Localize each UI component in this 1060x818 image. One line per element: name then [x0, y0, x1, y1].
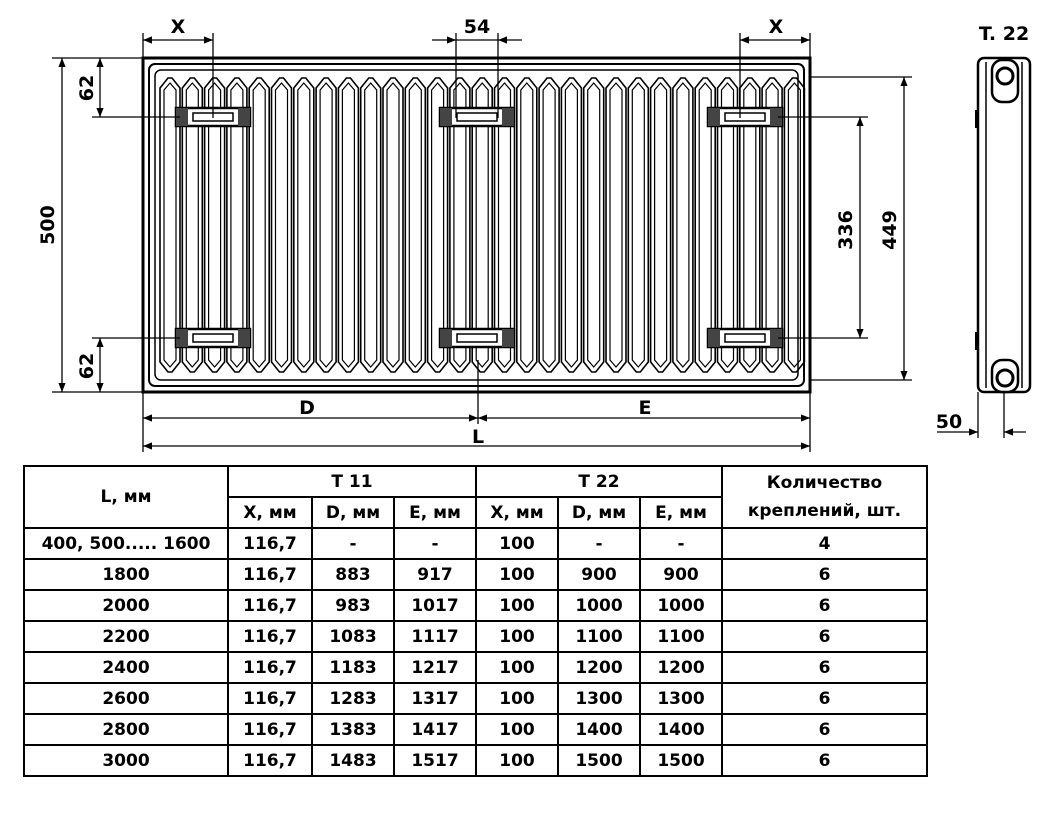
cell-t11-e: 1317 [394, 683, 476, 714]
table-row [24, 683, 927, 714]
cell-quantity: 6 [722, 559, 927, 590]
table-row [24, 559, 927, 590]
subheader-t11-x: X, мм [228, 497, 312, 528]
cell-length: 400, 500..... 1600 [24, 528, 228, 559]
cell-t11-x: 116,7 [228, 652, 312, 683]
dim-x-left-label: X [170, 16, 186, 38]
cell-t22-x: 100 [476, 652, 558, 683]
cell-t11-e: 1217 [394, 652, 476, 683]
cell-length: 2000 [24, 590, 228, 621]
dim-x-right-label: X [768, 16, 784, 38]
cell-t11-e: 1117 [394, 621, 476, 652]
bracket [440, 329, 514, 347]
cell-t22-e: 1200 [640, 652, 722, 683]
cell-length: 2800 [24, 714, 228, 745]
cell-quantity: 4 [722, 528, 927, 559]
cell-t11-x: 116,7 [228, 559, 312, 590]
cell-t11-x: 116,7 [228, 714, 312, 745]
cell-length: 2600 [24, 683, 228, 714]
subheader-t22-x: X, мм [476, 497, 558, 528]
cell-quantity: 6 [722, 621, 927, 652]
dim-d-label: D [299, 397, 315, 419]
header-quantity-line1: Количество [766, 473, 883, 493]
cell-length: 1800 [24, 559, 228, 590]
header-length: L, мм [24, 466, 228, 528]
cell-t22-d: 1300 [558, 683, 640, 714]
cell-quantity: 6 [722, 683, 927, 714]
cell-t22-d: 1500 [558, 745, 640, 776]
dim-l-label: L [471, 426, 485, 448]
cell-t11-d: 883 [312, 559, 394, 590]
cell-t11-x: 116,7 [228, 590, 312, 621]
cell-t11-e: 1417 [394, 714, 476, 745]
dim-54-label: 54 [463, 16, 491, 38]
subheader-t11-e: E, мм [394, 497, 476, 528]
cell-t11-d: 1183 [312, 652, 394, 683]
subheader-t11-d: D, мм [312, 497, 394, 528]
cell-t11-e: 1017 [394, 590, 476, 621]
cell-t11-d: 1483 [312, 745, 394, 776]
dim-500-label: 500 [37, 205, 59, 245]
header-quantity-line2: креплений, шт. [747, 501, 902, 521]
side-view-title: T. 22 [978, 23, 1030, 45]
cell-t11-e: - [394, 528, 476, 559]
cell-t22-e: 900 [640, 559, 722, 590]
cell-length: 2200 [24, 621, 228, 652]
cell-t22-x: 100 [476, 745, 558, 776]
cell-t22-e: - [640, 528, 722, 559]
subheader-t22-d: D, мм [558, 497, 640, 528]
bracket [708, 108, 782, 126]
cell-t11-x: 116,7 [228, 683, 312, 714]
cell-t22-x: 100 [476, 714, 558, 745]
bracket [708, 329, 782, 347]
cell-t22-x: 100 [476, 621, 558, 652]
cell-t22-e: 1000 [640, 590, 722, 621]
bracket [440, 108, 514, 126]
cell-t22-d: 1200 [558, 652, 640, 683]
cell-t11-d: 1083 [312, 621, 394, 652]
header-t22: T 22 [476, 466, 722, 497]
cell-t22-x: 100 [476, 528, 558, 559]
cell-quantity: 6 [722, 652, 927, 683]
cell-t11-d: 1383 [312, 714, 394, 745]
table-row [24, 745, 927, 776]
cell-t11-x: 116,7 [228, 528, 312, 559]
cell-t11-d: 1283 [312, 683, 394, 714]
table-body [24, 528, 927, 776]
table-row [24, 714, 927, 745]
cell-length: 2400 [24, 652, 228, 683]
cell-t22-x: 100 [476, 683, 558, 714]
cell-t22-d: 1400 [558, 714, 640, 745]
radiator-side-view [936, 23, 1030, 438]
cell-t22-e: 1100 [640, 621, 722, 652]
dimensions-table [23, 465, 928, 777]
dim-449-label: 449 [879, 210, 901, 250]
cell-t11-e: 1517 [394, 745, 476, 776]
cell-t11-x: 116,7 [228, 745, 312, 776]
dim-50-label: 50 [935, 411, 963, 433]
cell-t22-x: 100 [476, 559, 558, 590]
header-quantity [722, 466, 927, 528]
cell-t22-e: 1300 [640, 683, 722, 714]
cell-t22-d: 1000 [558, 590, 640, 621]
table-row [24, 528, 927, 559]
cell-t11-x: 116,7 [228, 621, 312, 652]
table-row [24, 590, 927, 621]
cell-t11-e: 917 [394, 559, 476, 590]
bracket [176, 329, 250, 347]
dim-62-bottom-label: 62 [76, 352, 98, 380]
cell-quantity: 6 [722, 590, 927, 621]
cell-quantity: 6 [722, 714, 927, 745]
cell-t22-d: 1100 [558, 621, 640, 652]
subheader-t22-e: E, мм [640, 497, 722, 528]
header-t11: T 11 [228, 466, 476, 497]
cell-t22-x: 100 [476, 590, 558, 621]
table-row [24, 621, 927, 652]
cell-quantity: 6 [722, 745, 927, 776]
cell-t22-e: 1500 [640, 745, 722, 776]
cell-t22-d: - [558, 528, 640, 559]
cell-t11-d: - [312, 528, 394, 559]
cell-t22-e: 1400 [640, 714, 722, 745]
dim-62-top-label: 62 [76, 74, 98, 102]
cell-length: 3000 [24, 745, 228, 776]
dim-e-label: E [638, 397, 652, 419]
dim-336-label: 336 [835, 210, 857, 250]
cell-t11-d: 983 [312, 590, 394, 621]
cell-t22-d: 900 [558, 559, 640, 590]
table-row [24, 652, 927, 683]
